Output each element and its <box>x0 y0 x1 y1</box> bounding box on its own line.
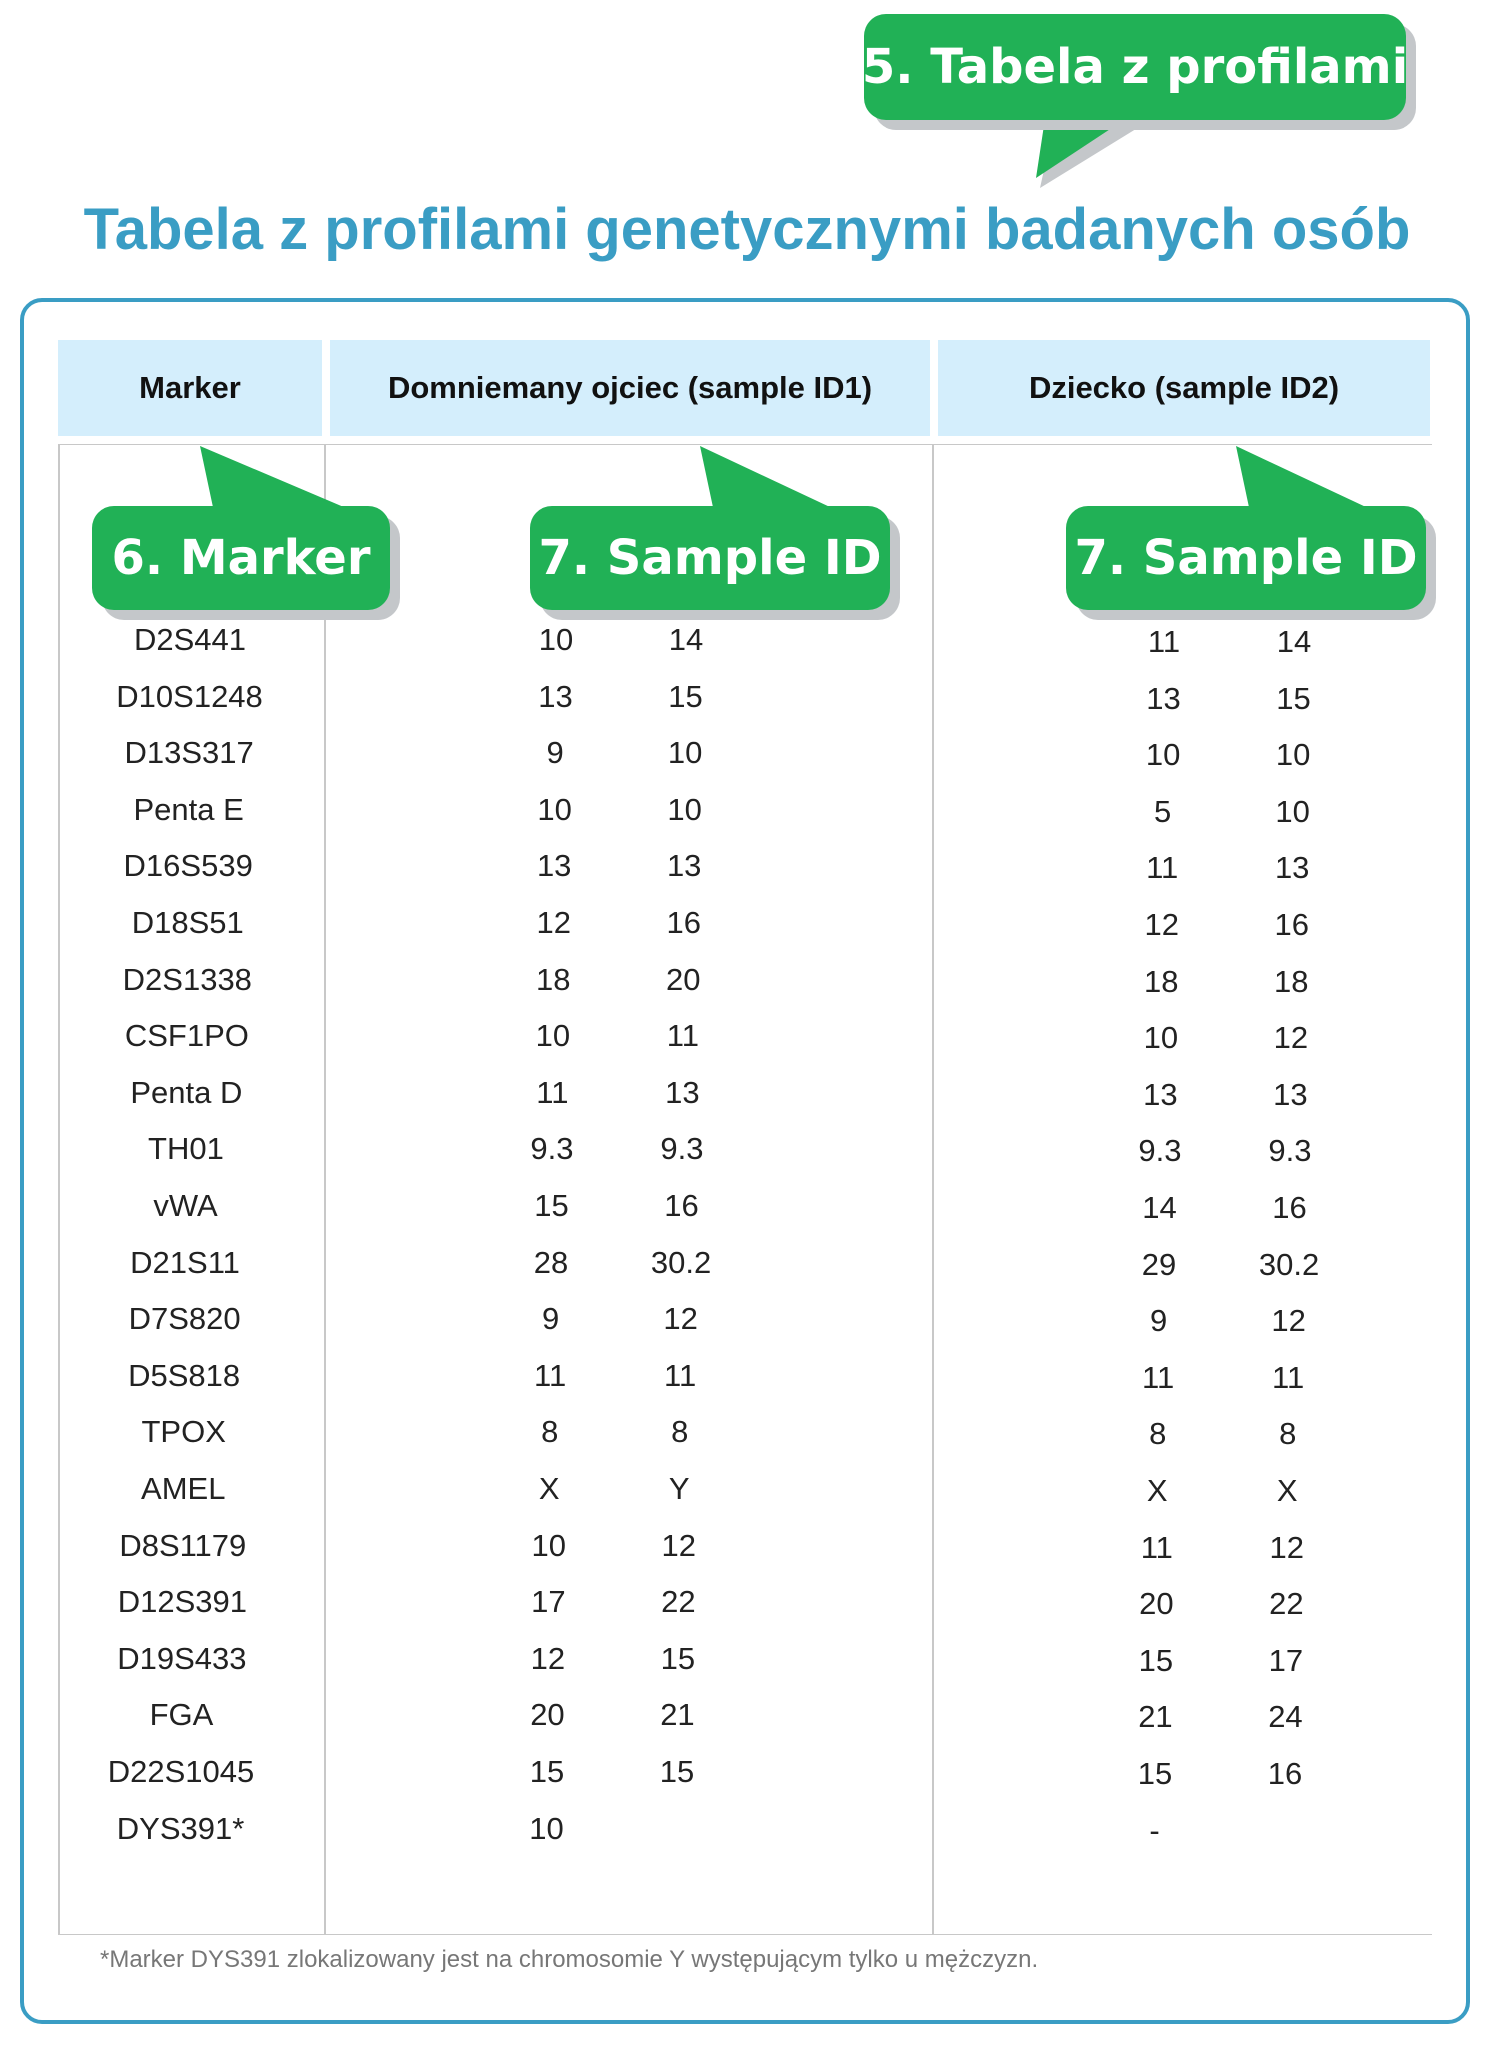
child-allele-2: 13 <box>1274 850 1310 886</box>
marker-cell: AMEL <box>141 1471 226 1506</box>
marker-cell: TH01 <box>148 1131 224 1167</box>
father-allele-1: 12 <box>530 1640 566 1676</box>
child-allele-2: 13 <box>1273 1076 1308 1112</box>
child-allele-1: 11 <box>1142 1359 1175 1395</box>
child-allele-1: 29 <box>1141 1246 1177 1282</box>
column-divider <box>58 444 60 1934</box>
child-allele-2: 16 <box>1267 1756 1303 1791</box>
child-allele-2: 8 <box>1279 1416 1297 1452</box>
child-allele-1: 14 <box>1142 1190 1177 1225</box>
father-allele-2 <box>632 1811 722 1851</box>
child-allele-1: 9.3 <box>1138 1133 1182 1169</box>
header-father: Domniemany ojciec (sample ID1) <box>330 340 930 436</box>
father-allele-1: 28 <box>533 1244 569 1280</box>
column-divider <box>324 444 326 1934</box>
marker-cell: D18S51 <box>131 905 244 940</box>
father-allele-2: 11 <box>666 1018 699 1054</box>
child-allele-1: 11 <box>1147 624 1181 659</box>
child-allele-1: - <box>1149 1812 1160 1848</box>
father-allele-2: 13 <box>666 848 702 884</box>
marker-cell: FGA <box>149 1697 214 1733</box>
column-divider <box>932 444 934 1934</box>
marker-cell: D13S317 <box>124 735 254 771</box>
child-allele-1: 13 <box>1146 680 1181 716</box>
father-allele-1: 10 <box>538 622 574 657</box>
child-allele-1: 11 <box>1140 1529 1173 1565</box>
child-allele-2: 30.2 <box>1258 1246 1320 1282</box>
header-marker: Marker <box>58 340 322 436</box>
marker-cell: D22S1045 <box>107 1754 255 1789</box>
marker-cell: D2S1338 <box>122 961 252 997</box>
footnote: *Marker DYS391 zlokalizowany jest na chromosomie Y występującym tylko u mężczyzn. <box>100 1946 1039 1973</box>
marker-cell: TPOX <box>141 1414 226 1450</box>
callout-label: 7. Sample ID <box>530 506 890 610</box>
callout-label: 7. Sample ID <box>1066 506 1426 610</box>
father-allele-2: 14 <box>668 622 704 657</box>
father-allele-1: 20 <box>530 1697 565 1733</box>
marker-cell: D16S539 <box>123 848 253 884</box>
father-allele-1: 10 <box>529 1810 564 1846</box>
father-allele-1: 13 <box>538 678 573 714</box>
table-bottom-line <box>58 1934 1432 1935</box>
callout-tail <box>0 0 1494 520</box>
father-allele-2: 10 <box>667 791 702 827</box>
father-allele-2: 12 <box>663 1301 698 1337</box>
child-allele-1: 21 <box>1138 1699 1173 1735</box>
father-allele-1: 10 <box>531 1527 567 1563</box>
father-allele-2: 16 <box>664 1188 699 1223</box>
father-allele-1: 9.3 <box>530 1131 574 1167</box>
child-allele-1: 8 <box>1149 1416 1167 1452</box>
callout-label: 5. Tabela z profilami <box>864 14 1406 120</box>
father-allele-2: 15 <box>668 678 703 714</box>
father-allele-2: 21 <box>660 1697 695 1733</box>
child-allele-1: X <box>1146 1473 1168 1508</box>
father-allele-1: 11 <box>536 1074 569 1110</box>
father-allele-1: 10 <box>537 791 572 827</box>
marker-cell: D8S1179 <box>119 1527 247 1563</box>
father-allele-1: 18 <box>536 961 571 997</box>
father-allele-1: X <box>538 1471 560 1506</box>
child-allele-2: 15 <box>1276 680 1311 716</box>
marker-cell: D5S818 <box>128 1357 241 1393</box>
father-allele-2: 10 <box>667 735 703 771</box>
child-allele-2: 22 <box>1269 1586 1304 1622</box>
child-allele-1: 13 <box>1143 1076 1178 1112</box>
child-allele-1: 10 <box>1145 737 1181 773</box>
marker-cell: Penta D <box>130 1074 243 1110</box>
father-allele-2: 30.2 <box>650 1244 712 1280</box>
child-allele-2: 17 <box>1268 1642 1304 1678</box>
child-allele-2: 16 <box>1272 1190 1307 1225</box>
marker-cell: D10S1248 <box>116 678 263 714</box>
child-allele-1: 15 <box>1137 1756 1173 1791</box>
child-allele-2: X <box>1276 1473 1298 1508</box>
marker-cell: D21S11 <box>130 1244 240 1280</box>
child-allele-2: 16 <box>1274 907 1309 942</box>
child-allele-1: 5 <box>1154 793 1172 829</box>
marker-cell: vWA <box>153 1188 218 1223</box>
child-allele-2: 11 <box>1272 1359 1305 1395</box>
marker-cell: DYS391* <box>116 1810 245 1846</box>
father-allele-1: 8 <box>541 1414 559 1450</box>
father-allele-2: 12 <box>661 1527 697 1563</box>
child-allele-1: 9 <box>1149 1303 1168 1339</box>
father-allele-2: 11 <box>664 1357 697 1393</box>
father-allele-2: 22 <box>661 1584 696 1620</box>
father-allele-2: 8 <box>671 1414 689 1450</box>
marker-cell: D19S433 <box>117 1640 247 1676</box>
father-allele-2: 15 <box>660 1640 696 1676</box>
father-allele-1: 15 <box>529 1754 565 1789</box>
father-allele-2: 9.3 <box>660 1131 704 1167</box>
father-allele-2: 13 <box>665 1074 700 1110</box>
child-allele-2: 14 <box>1276 624 1312 659</box>
child-allele-2: 12 <box>1273 1020 1309 1056</box>
header-child: Dziecko (sample ID2) <box>938 340 1430 436</box>
child-allele-1: 10 <box>1143 1020 1179 1056</box>
child-allele-2: 10 <box>1275 793 1310 829</box>
marker-cell: D12S391 <box>117 1584 247 1620</box>
father-allele-1: 10 <box>535 1018 571 1054</box>
callout-label: 6. Marker <box>92 506 390 610</box>
father-allele-2: 15 <box>659 1754 695 1789</box>
child-allele-1: 20 <box>1139 1586 1174 1622</box>
marker-cell: CSF1PO <box>124 1018 249 1054</box>
page-title: Tabela z profilami genetycznymi badanych osób <box>83 197 1411 262</box>
child-allele-2: 24 <box>1268 1699 1303 1735</box>
father-allele-2: 20 <box>666 961 701 997</box>
marker-cell: Penta E <box>133 791 244 827</box>
father-allele-1: 17 <box>531 1584 566 1620</box>
child-allele-2 <box>1240 1813 1330 1853</box>
child-allele-2: 9.3 <box>1268 1133 1312 1169</box>
child-allele-1: 11 <box>1146 850 1179 886</box>
father-allele-1: 9 <box>546 735 564 771</box>
child-allele-2: 12 <box>1271 1303 1306 1339</box>
father-allele-2: 16 <box>666 905 701 940</box>
father-allele-1: 13 <box>536 848 572 884</box>
father-allele-1: 12 <box>536 905 571 940</box>
child-allele-2: 12 <box>1269 1529 1305 1565</box>
father-allele-1: 15 <box>534 1188 569 1223</box>
marker-cell: D2S441 <box>133 622 247 657</box>
child-allele-2: 10 <box>1275 737 1311 773</box>
father-allele-1: 9 <box>541 1301 560 1337</box>
father-allele-1: 11 <box>534 1357 567 1393</box>
father-allele-2: Y <box>668 1471 690 1506</box>
child-allele-2: 18 <box>1274 963 1309 999</box>
child-allele-1: 12 <box>1144 907 1179 942</box>
child-allele-1: 15 <box>1138 1642 1174 1678</box>
marker-cell: D7S820 <box>128 1301 241 1337</box>
child-allele-1: 18 <box>1144 963 1179 999</box>
